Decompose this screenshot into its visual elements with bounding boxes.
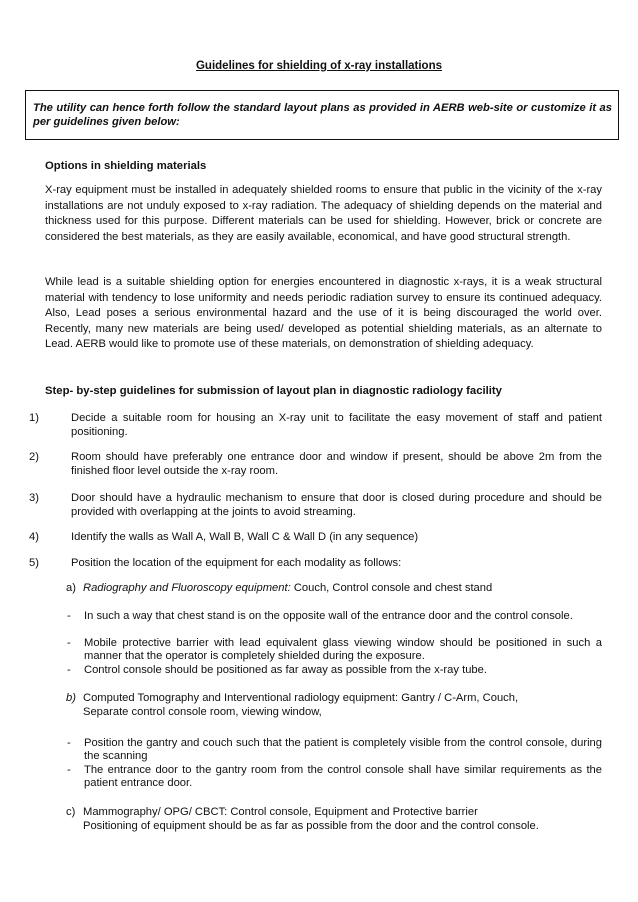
document-title: Guidelines for shielding of x-ray installations: [195, 60, 442, 72]
step-number: 4): [29, 531, 39, 543]
bullet-text: In such a way that chest stand is on the opposite wall of the entrance door and the control console.: [84, 610, 573, 622]
step-number: 1): [29, 412, 39, 424]
sub-b-line1: Computed Tomography and Interventional radiology equipment: Gantry / C-Arm, Couch,: [83, 692, 519, 704]
sub-c-line1: Mammography/ OPG/ CBCT: Control console, Equipment and Protective barrier: [83, 806, 478, 818]
step-text: Decide a suitable room for housing an X-ray unit to facilitate the easy movement of staff and patient positioning.: [71, 412, 602, 438]
bullet-dash: -: [67, 610, 71, 622]
bullet-dash: -: [67, 664, 71, 676]
step-text: Position the location of the equipment for each modality as follows:: [71, 557, 402, 569]
sub-label-b: b): [66, 692, 76, 704]
step-number: 3): [29, 492, 39, 504]
sub-label-c: c): [66, 806, 76, 818]
bullet-dash: -: [67, 737, 71, 749]
bullet-text: Mobile protective barrier with lead equivalent glass viewing window should be positioned in such a manner that the operator is completely shielded during the exposure.: [84, 637, 602, 663]
step-text: Identify the walls as Wall A, Wall B, Wall C & Wall D (in any sequence): [71, 531, 419, 543]
section-heading-shielding-materials: Options in shielding materials: [45, 160, 207, 172]
paragraph-xray-equipment: X-ray equipment must be installed in adequately shielded rooms to ensure that public in the vicinity of the x-ray installations are not unduly exposed to x-ray radiation. The adequacy of shielding depends on the material and thickness used for this purpose. Different materials can be used for shielding. However, brick or concrete are considered the best materials, as they are easily available, economical, and have good structural strength.: [45, 184, 602, 243]
sub-a-heading: [83, 582, 602, 596]
sub-a-rest: Couch, Control console and chest stand: [290, 582, 493, 594]
bullet-text: The entrance door to the gantry room from the control console shall have similar requirements as the patient entrance door.: [84, 764, 602, 790]
sub-label-a: a): [66, 582, 76, 594]
bullet-dash: -: [67, 637, 71, 649]
step-number: 5): [29, 557, 39, 569]
sub-b-line2: Separate control console room, viewing window,: [83, 706, 322, 718]
step-number: 2): [29, 451, 39, 463]
notice-box: The utility can hence forth follow the standard layout plans as provided in AERB web-site or customize it as per guidelines given below:: [25, 90, 619, 140]
bullet-dash: -: [67, 764, 71, 776]
paragraph-lead: While lead is a suitable shielding option for energies encountered in diagnostic x-rays, it is a weak structural material with tendency to lose uniformity and needs periodic radiation survey to ensure its continued adequacy. Also, Lead poses a serious environmental hazard and the use of it is being discouraged the world over. Recently, many new materials are being used/ developed as potential shielding materials, as an alternate to Lead. AERB would like to promote use of these materials, on demonstration of shielding adequacy.: [45, 276, 602, 351]
step-text: Door should have a hydraulic mechanism to ensure that door is closed during procedure and should be provided with overlapping at the joints to avoid streaming.: [71, 492, 602, 518]
bullet-text: Control console should be positioned as far away as possible from the x-ray tube.: [84, 664, 487, 676]
section-heading-step-by-step: Step- by-step guidelines for submission of layout plan in diagnostic radiology facility: [45, 385, 502, 397]
sub-a-title: Radiography and Fluoroscopy equipment:: [83, 582, 291, 594]
sub-c-line2: Positioning of equipment should be as far as possible from the door and the control console.: [83, 820, 539, 832]
bullet-text: Position the gantry and couch such that the patient is completely visible from the control console, during the scanning: [84, 737, 602, 763]
step-text: Room should have preferably one entrance door and window if present, should be above 2m from the finished floor level outside the x-ray room.: [71, 451, 602, 477]
